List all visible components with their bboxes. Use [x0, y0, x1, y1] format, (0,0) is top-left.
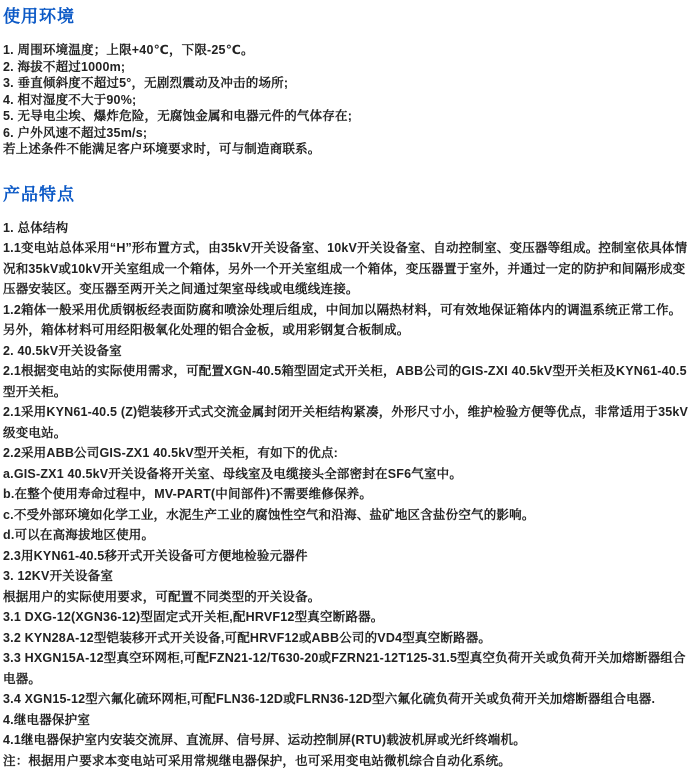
- env-item-1: 1. 周围环境温度；上限+40℃，下限-25℃。: [3, 42, 692, 59]
- env-item-6: 6. 户外风速不超过35m/s;: [3, 125, 692, 142]
- pf-heading-3: 3. 12KV开关设备室: [3, 566, 692, 587]
- pf-item-a: a.GIS-ZX1 40.5kV开关设备将开关室、母线室及电缆接头全部密封在SF6气室中。: [3, 464, 692, 485]
- pf-para-2-3: 2.3用KYN61-40.5移开式开关设备可方便地检验元器件: [3, 546, 692, 567]
- env-item-2: 2. 海拔不超过1000m;: [3, 59, 692, 76]
- section-usage-environment: [3, 7, 692, 158]
- env-item-4: 4. 相对湿度不大于90%;: [3, 92, 692, 109]
- pf-para-3-3: 3.3 HXGN15A-12型真空环网柜,可配FZN21-12/T630-20或FZRN21-12T125-31.5型真空负荷开关或负荷开关加熔断器组合电器。: [3, 648, 692, 689]
- pf-item-b: b.在整个使用寿命过程中，MV-PART(中间部件)不需要维修保养。: [3, 484, 692, 505]
- section-product-features: [3, 185, 692, 771]
- pf-note: 注：根据用户要求本变电站可采用常规继电器保护，也可采用变电站微机综合自动化系统。: [3, 751, 692, 771]
- pf-para-1-1: 1.1变电站总体采用“H”形布置方式，由35kV开关设备室、10kV开关设备室、自动控制室、变压器等组成。控制室依具体情况和35kV或10kV开关室组成一个箱体，另外一个开关室组成一个箱体，变压器置于室外，并通过一定的防护和间隔形成变压器安装区。变压器至两开关之间通过架室母线或电缆线连接。: [3, 238, 692, 300]
- env-note: 若上述条件不能满足客户环境要求时，可与制造商联系。: [3, 141, 692, 158]
- pf-heading-4: 4.继电器保护室: [3, 710, 692, 731]
- pf-para-3-intro: 根据用户的实际使用要求，可配置不同类型的开关设备。: [3, 587, 692, 608]
- pf-heading-2: 2. 40.5kV开关设备室: [3, 341, 692, 362]
- pf-heading-1: 1. 总体结构: [3, 218, 692, 239]
- product-features-title: 产品特点: [3, 185, 692, 205]
- pf-para-2-1b: 2.1采用KYN61-40.5 (Z)铠装移开式式交流金属封闭开关柜结构紧凑，外形尺寸小，维护检验方便等优点，非常适用于35kV级变电站。: [3, 402, 692, 443]
- pf-item-c: c.不受外部环境如化学工业，水泥生产工业的腐蚀性空气和沿海、盐矿地区含盐份空气的影响。: [3, 505, 692, 526]
- pf-para-4-1: 4.1继电器保护室内安装交流屏、直流屏、信号屏、运动控制屏(RTU)载波机屏或光纤终端机。: [3, 730, 692, 751]
- pf-para-3-1: 3.1 DXG-12(XGN36-12)型固定式开关柜,配HRVF12型真空断路器。: [3, 607, 692, 628]
- product-features-list: [3, 218, 692, 771]
- usage-environment-title: 使用环境: [3, 7, 692, 27]
- pf-para-1-2: 1.2箱体一般采用优质钢板经表面防腐和喷涂处理后组成，中间加以隔热材料，可有效地保证箱体内的调温系统正常工作。另外，箱体材料可用经阳极氧化处理的铝合金板，或用彩钢复合板制成。: [3, 300, 692, 341]
- env-item-5: 5. 无导电尘埃、爆炸危险，无腐蚀金属和电器元件的气体存在;: [3, 108, 692, 125]
- pf-para-3-2: 3.2 KYN28A-12型铠装移开式开关设备,可配HRVF12或ABB公司的VD4型真空断路器。: [3, 628, 692, 649]
- pf-para-3-4: 3.4 XGN15-12型六氟化硫环网柜,可配FLN36-12D或FLRN36-12D型六氟化硫负荷开关或负荷开关加熔断器组合电器.: [3, 689, 692, 710]
- pf-para-2-1a: 2.1根据变电站的实际使用需求，可配置XGN-40.5箱型固定式开关柜，ABB公司的GIS-ZXI 40.5kV型开关柜及KYN61-40.5型开关柜。: [3, 361, 692, 402]
- env-item-3: 3. 垂直倾斜度不超过5°，无剧烈震动及冲击的场所;: [3, 75, 692, 92]
- usage-environment-list: [3, 42, 692, 158]
- pf-item-d: d.可以在高海拔地区使用。: [3, 525, 692, 546]
- pf-para-2-2: 2.2采用ABB公司GIS-ZX1 40.5kV型开关柜，有如下的优点:: [3, 443, 692, 464]
